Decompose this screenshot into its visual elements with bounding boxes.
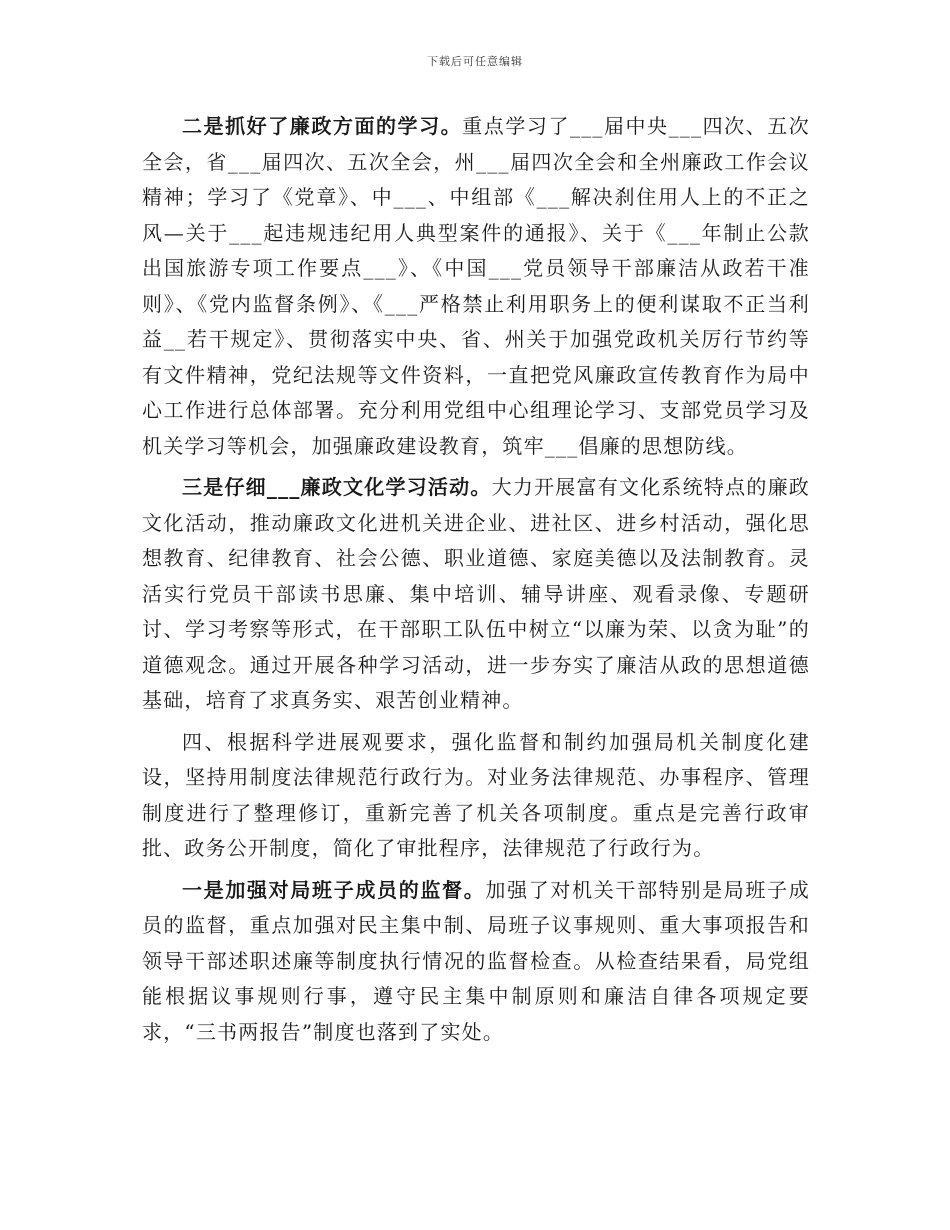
paragraph-system — [142, 725, 810, 867]
paragraph-text: 重点学习了___届中央___四次、五次全会，省___届四次、五次全会，州___届四次全会和全州廉政工作会议精神；学习了《党章》、中___、中组部《___解决刹住用人上的不正之风—关于___起违规违纪用人典型案件的通报》、关于《___年制止公款出国旅游专项工作要点___》、《中国___党员领导干部廉洁从政若干准则》、《党内监督条例》、《___严格禁止利用职务上的便利谋取不正当利益__若干规定》、贯彻落实中央、省、州关于加强党政机关厉行节约等有文件精神，党纪法规等文件资料，一直把党风廉政宣传教育作为局中心工作进行总体部署。充分利用党组中心组理论学习、支部党员学习及机关学习等机会，加强廉政建设教育，筑牢___倡廉的思想防线。 — [142, 114, 810, 458]
paragraph-culture — [142, 470, 810, 719]
paragraph-lead: 二是抓好了廉政方面的学习。 — [182, 114, 463, 138]
paragraph-text: 大力开展富有文化系统特点的廉政文化活动，推动廉政文化进机关进企业、进社区、进乡村活动，强化思想教育、纪律教育、社会公德、职业道德、家庭美德以及法制教育。灵活实行党员干部读书思廉、集中培训、辅导讲座、观看录像、专题研讨、学习考察等形式，在干部职工队伍中树立“以廉为荣、以贪为耻”的道德观念。通过开展各种学习活动，进一步夯实了廉洁从政的思想道德基础，培育了求真务实、艰苦创业精神。 — [142, 475, 811, 712]
document-body — [142, 109, 810, 1056]
paragraph-study — [142, 109, 810, 464]
paragraph-text: 四、根据科学进展观要求，强化监督和制约加强局机关制度化建设，坚持用制度法律规范行政行为。对业务法律规范、办事程序、管理制度进行了整理修订，重新完善了机关各项制度。重点是完善行政审批、政务公开制度，简化了审批程序，法律规范了行政行为。 — [142, 729, 810, 860]
paragraph-supervision — [142, 873, 810, 1051]
page-header: 下载后可任意编辑 — [427, 55, 523, 68]
paragraph-lead: 三是仔细___廉政文化学习活动。 — [182, 475, 492, 499]
paragraph-lead: 一是加强对局班子成员的监督。 — [182, 877, 486, 902]
paragraph-text: 加强了对机关干部特别是局班子成员的监督，重点加强对民主集中制、局班子议事规则、重大事项报告和领导干部述职述廉等制度执行情况的监督检查。从检查结果看，局党组能根据议事规则行事，遵守民主集中制原则和廉洁自律各项规定要求，“三书两报告”制度也落到了实处。 — [142, 877, 810, 1044]
